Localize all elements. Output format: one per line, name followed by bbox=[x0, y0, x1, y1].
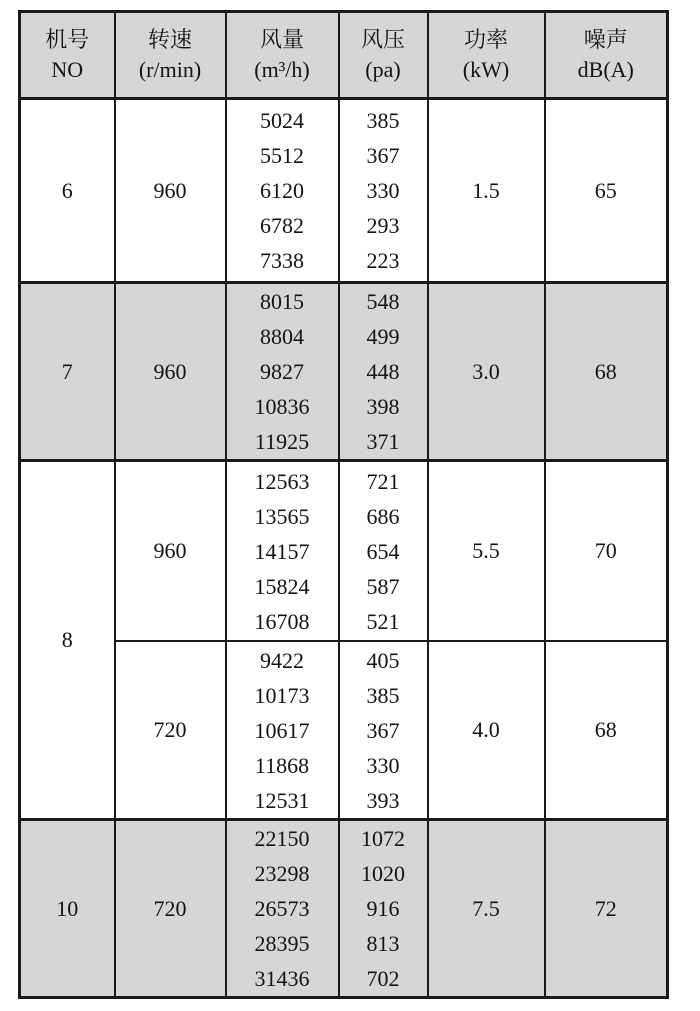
air-volume-value: 10173 bbox=[254, 682, 310, 708]
air-pressure-list bbox=[340, 464, 427, 639]
air-volume-value: 10836 bbox=[254, 394, 310, 419]
air-volume-value: 5512 bbox=[260, 143, 304, 168]
air-volume-list bbox=[227, 464, 338, 639]
speed-cell bbox=[115, 283, 226, 461]
air-pressure-value: 721 bbox=[366, 468, 400, 494]
air-volume-cell bbox=[226, 641, 339, 820]
air-pressure-value: 330 bbox=[366, 178, 400, 203]
air-volume-value: 8015 bbox=[260, 289, 304, 314]
speed-cell bbox=[115, 461, 226, 642]
noise-value: 68 bbox=[594, 358, 617, 384]
air-volume-value: 10617 bbox=[254, 717, 310, 743]
header-unit: (m³/h) bbox=[254, 57, 310, 82]
header-row bbox=[20, 12, 668, 99]
air-volume-value: 14157 bbox=[254, 538, 310, 564]
air-volume-cell bbox=[226, 820, 339, 998]
air-pressure-value: 916 bbox=[366, 896, 400, 921]
air-pressure-value: 367 bbox=[366, 717, 400, 743]
air-pressure-value: 813 bbox=[366, 931, 400, 956]
power-value: 1.5 bbox=[472, 177, 500, 203]
power-value: 3.0 bbox=[472, 358, 500, 384]
speed-value: 720 bbox=[153, 895, 187, 921]
power-cell bbox=[428, 99, 545, 283]
air-pressure-value: 654 bbox=[366, 538, 400, 564]
table-row-no8-960 bbox=[20, 461, 668, 642]
air-volume-value: 11925 bbox=[254, 429, 310, 454]
header-cell-speed bbox=[115, 12, 226, 99]
header-cell-noise bbox=[545, 12, 668, 99]
air-pressure-value: 548 bbox=[366, 289, 400, 314]
air-pressure-list bbox=[340, 821, 427, 996]
machine-no-cell bbox=[20, 820, 115, 998]
air-pressure-value: 385 bbox=[366, 108, 400, 133]
speed-value: 720 bbox=[153, 717, 187, 742]
air-pressure-cell bbox=[339, 820, 428, 998]
header-title: 功率 bbox=[463, 27, 508, 53]
noise-value: 70 bbox=[594, 538, 617, 563]
speed-value: 960 bbox=[153, 177, 187, 203]
air-volume-cell bbox=[226, 461, 339, 642]
air-pressure-value: 702 bbox=[366, 966, 400, 991]
air-volume-value: 9422 bbox=[260, 647, 304, 673]
header-title: 机号 bbox=[45, 27, 90, 53]
header-cell-machine-no bbox=[20, 12, 115, 99]
air-volume-value: 13565 bbox=[254, 503, 310, 529]
air-pressure-value: 1072 bbox=[361, 826, 405, 851]
air-volume-value: 5024 bbox=[260, 108, 304, 133]
air-volume-value: 9827 bbox=[260, 359, 304, 384]
air-volume-list bbox=[227, 643, 338, 818]
machine-no-value: 8 bbox=[61, 627, 73, 652]
air-volume-value: 12563 bbox=[254, 468, 310, 494]
noise-value: 68 bbox=[594, 717, 617, 742]
air-pressure-list bbox=[340, 284, 427, 459]
air-pressure-value: 398 bbox=[366, 394, 400, 419]
header-title: 风量 bbox=[259, 27, 304, 53]
machine-no-value: 6 bbox=[61, 177, 73, 203]
air-volume-value: 6782 bbox=[260, 213, 304, 238]
header-title: 噪声 bbox=[583, 27, 628, 53]
air-pressure-value: 371 bbox=[366, 429, 400, 454]
air-volume-value: 12531 bbox=[254, 787, 310, 813]
air-pressure-value: 293 bbox=[366, 213, 400, 238]
header-unit: (pa) bbox=[365, 57, 401, 82]
machine-no-value: 7 bbox=[61, 358, 73, 384]
power-cell bbox=[428, 641, 545, 820]
air-volume-value: 11868 bbox=[254, 752, 310, 778]
header-title: 转速 bbox=[147, 27, 192, 53]
noise-cell bbox=[545, 641, 668, 820]
power-value: 4.0 bbox=[472, 717, 500, 742]
air-pressure-value: 367 bbox=[366, 143, 400, 168]
speed-cell bbox=[115, 641, 226, 820]
air-pressure-value: 223 bbox=[366, 248, 400, 273]
table-row-no10 bbox=[20, 820, 668, 998]
header-cell-power bbox=[428, 12, 545, 99]
air-volume-value: 15824 bbox=[254, 573, 310, 599]
air-volume-value: 16708 bbox=[254, 608, 310, 634]
machine-no-cell bbox=[20, 461, 115, 820]
header-title: 风压 bbox=[360, 27, 405, 53]
air-volume-value: 31436 bbox=[254, 966, 310, 991]
machine-no-cell bbox=[20, 283, 115, 461]
air-volume-value: 22150 bbox=[254, 826, 310, 851]
air-pressure-value: 448 bbox=[366, 359, 400, 384]
air-pressure-list bbox=[340, 643, 427, 818]
air-volume-value: 7338 bbox=[260, 248, 304, 273]
speed-cell bbox=[115, 820, 226, 998]
power-value: 7.5 bbox=[472, 895, 500, 921]
air-pressure-cell bbox=[339, 283, 428, 461]
air-pressure-value: 499 bbox=[366, 324, 400, 349]
air-volume-value: 8804 bbox=[260, 324, 304, 349]
noise-cell bbox=[545, 820, 668, 998]
air-volume-list bbox=[227, 284, 338, 459]
air-volume-list bbox=[227, 103, 338, 278]
speed-value: 960 bbox=[153, 538, 187, 563]
fan-spec-table bbox=[18, 10, 669, 999]
table-row-no6 bbox=[20, 99, 668, 283]
power-cell bbox=[428, 461, 545, 642]
speed-value: 960 bbox=[153, 358, 187, 384]
noise-cell bbox=[545, 99, 668, 283]
air-pressure-value: 686 bbox=[366, 503, 400, 529]
power-value: 5.5 bbox=[472, 538, 500, 563]
machine-no-value: 10 bbox=[56, 895, 79, 921]
machine-no-cell bbox=[20, 99, 115, 283]
speed-cell bbox=[115, 99, 226, 283]
air-volume-cell bbox=[226, 99, 339, 283]
air-pressure-value: 393 bbox=[366, 787, 400, 813]
noise-cell bbox=[545, 283, 668, 461]
air-volume-list bbox=[227, 821, 338, 996]
air-volume-value: 26573 bbox=[254, 896, 310, 921]
air-pressure-cell bbox=[339, 641, 428, 820]
header-cell-air-pressure bbox=[339, 12, 428, 99]
air-pressure-value: 405 bbox=[366, 647, 400, 673]
air-volume-value: 28395 bbox=[254, 931, 310, 956]
air-pressure-list bbox=[340, 103, 427, 278]
table-row-no7 bbox=[20, 283, 668, 461]
header-unit: (r/min) bbox=[138, 57, 202, 82]
noise-value: 65 bbox=[594, 177, 617, 203]
air-volume-cell bbox=[226, 283, 339, 461]
header-cell-air-volume bbox=[226, 12, 339, 99]
air-pressure-value: 330 bbox=[366, 752, 400, 778]
header-unit: NO bbox=[51, 57, 84, 82]
table-row-no8-720 bbox=[20, 641, 668, 820]
air-pressure-cell bbox=[339, 99, 428, 283]
air-pressure-cell bbox=[339, 461, 428, 642]
air-pressure-value: 385 bbox=[366, 682, 400, 708]
header-unit: (kW) bbox=[462, 57, 510, 82]
air-volume-value: 23298 bbox=[254, 861, 310, 886]
noise-value: 72 bbox=[594, 895, 617, 921]
air-pressure-value: 521 bbox=[366, 608, 400, 634]
air-pressure-value: 587 bbox=[366, 573, 400, 599]
noise-cell bbox=[545, 461, 668, 642]
power-cell bbox=[428, 820, 545, 998]
power-cell bbox=[428, 283, 545, 461]
header-unit: dB(A) bbox=[577, 57, 634, 82]
air-pressure-value: 1020 bbox=[361, 861, 405, 886]
air-volume-value: 6120 bbox=[260, 178, 304, 203]
